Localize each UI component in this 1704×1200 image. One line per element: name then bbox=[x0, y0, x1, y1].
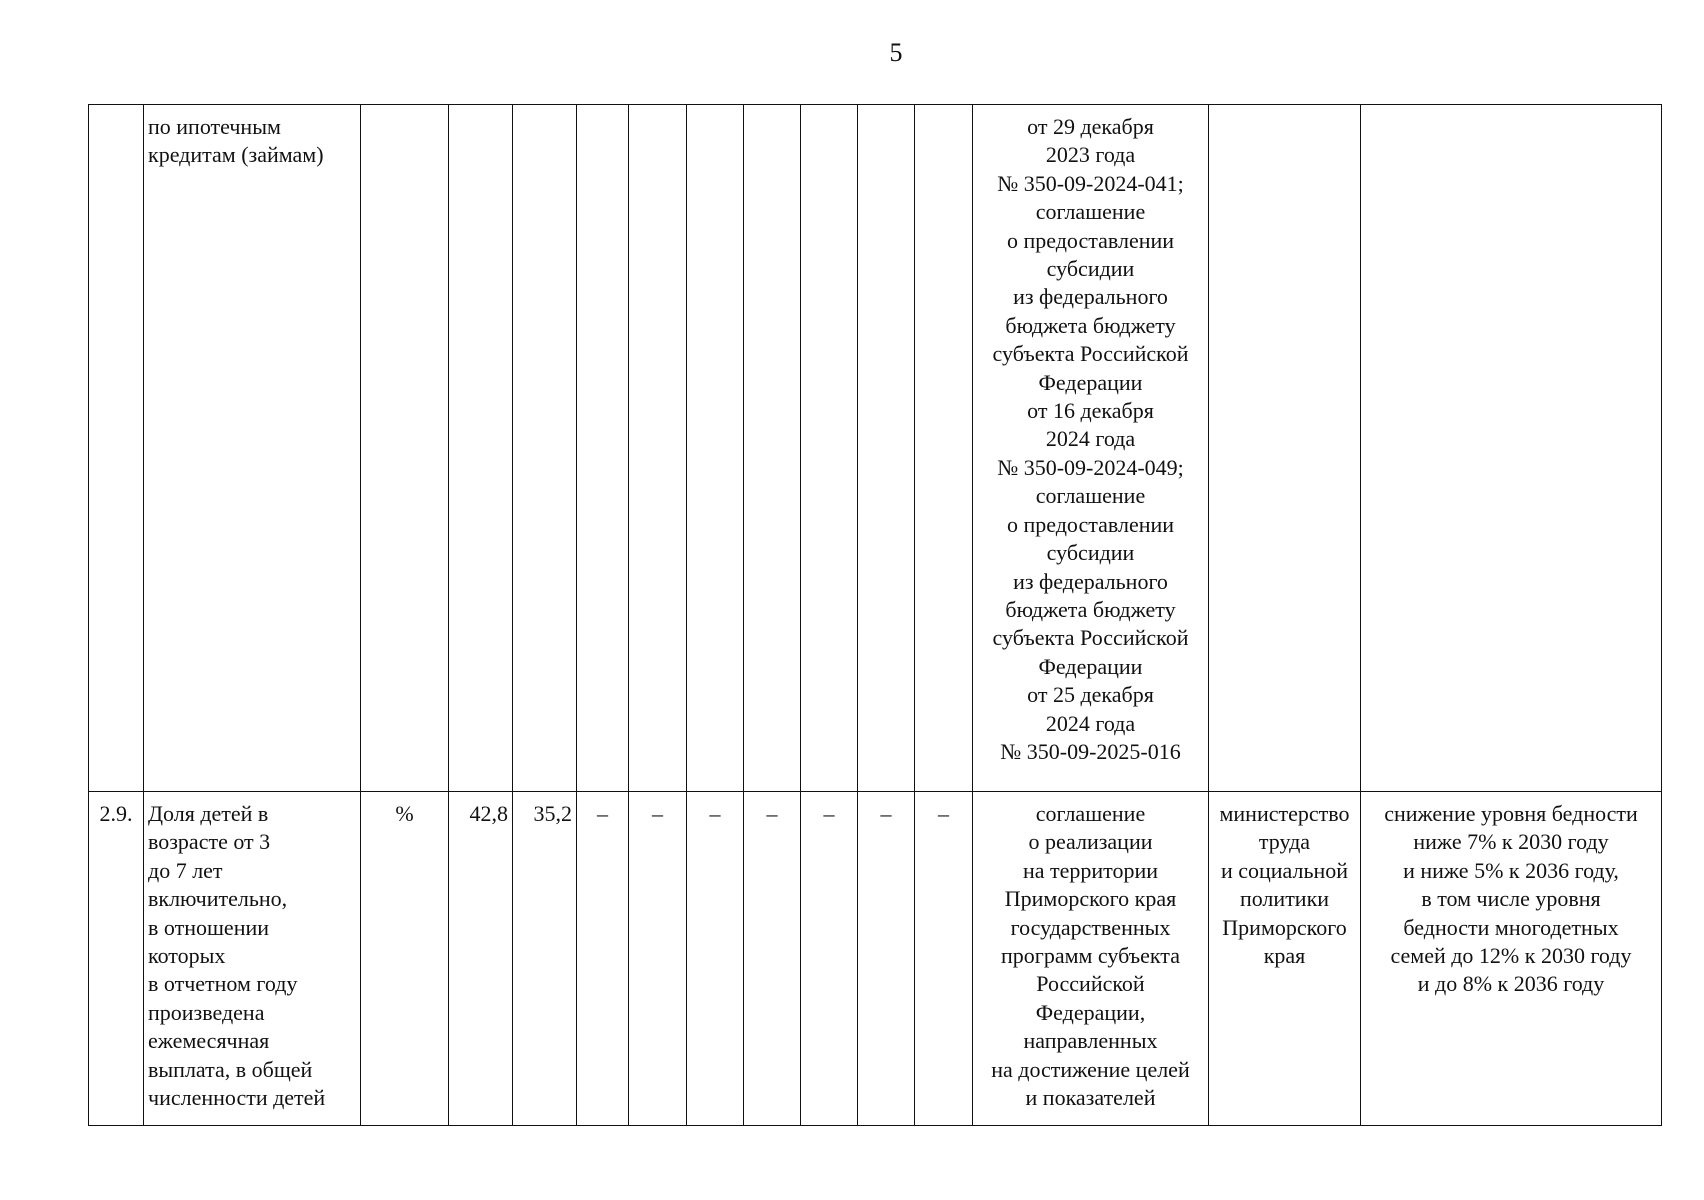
indicator-name-cell: Доля детей в возрасте от 3 до 7 лет включительно, в отношении которых в отчетном году произведена ежемесячная выплата, в общей численности детей bbox=[144, 792, 361, 1126]
value-cell bbox=[449, 105, 513, 792]
unit-cell: % bbox=[361, 792, 449, 1126]
goal-cell bbox=[1361, 105, 1662, 792]
value-cell bbox=[687, 105, 744, 792]
document-cell: соглашение о реализации на территории Приморского края государственных программ субъекта Российской Федерации, направленных на достижение целей и показателей bbox=[973, 792, 1209, 1126]
row-number-cell: 2.9. bbox=[89, 792, 144, 1126]
indicators-table bbox=[88, 104, 1662, 1126]
value-cell: – bbox=[801, 792, 858, 1126]
value-cell bbox=[577, 105, 629, 792]
value-cell: – bbox=[687, 792, 744, 1126]
value-cell: – bbox=[577, 792, 629, 1126]
value-cell bbox=[801, 105, 858, 792]
table-row bbox=[89, 792, 1662, 1126]
value-cell bbox=[513, 105, 577, 792]
value-cell: – bbox=[915, 792, 973, 1126]
responsible-cell bbox=[1209, 105, 1361, 792]
value-cell: 35,2 bbox=[513, 792, 577, 1126]
row-number-cell bbox=[89, 105, 144, 792]
value-cell bbox=[744, 105, 801, 792]
unit-cell bbox=[361, 105, 449, 792]
value-cell bbox=[858, 105, 915, 792]
value-cell: – bbox=[744, 792, 801, 1126]
table-row bbox=[89, 105, 1662, 792]
document-cell: от 29 декабря 2023 года № 350-09-2024-041; соглашение о предоставлении субсидии из федерального бюджета бюджету субъекта Российской Федерации от 16 декабря 2024 года № 350-09-2024-049; соглашение о предоставлении субсидии из федерального бюджета бюджету субъекта Российской Федерации от 25 декабря 2024 года № 350-09-2025-016 bbox=[973, 105, 1209, 792]
value-cell: – bbox=[858, 792, 915, 1126]
value-cell bbox=[915, 105, 973, 792]
indicator-name-cell: по ипотечным кредитам (займам) bbox=[144, 105, 361, 792]
page-number: 5 bbox=[889, 38, 903, 67]
value-cell bbox=[629, 105, 687, 792]
value-cell: – bbox=[629, 792, 687, 1126]
responsible-cell: министерство труда и социальной политики Приморского края bbox=[1209, 792, 1361, 1126]
value-cell: 42,8 bbox=[449, 792, 513, 1126]
goal-cell: снижение уровня бедности ниже 7% к 2030 году и ниже 5% к 2036 году, в том числе уровня бедности многодетных семей до 12% к 2030 году и до 8% к 2036 году bbox=[1361, 792, 1662, 1126]
